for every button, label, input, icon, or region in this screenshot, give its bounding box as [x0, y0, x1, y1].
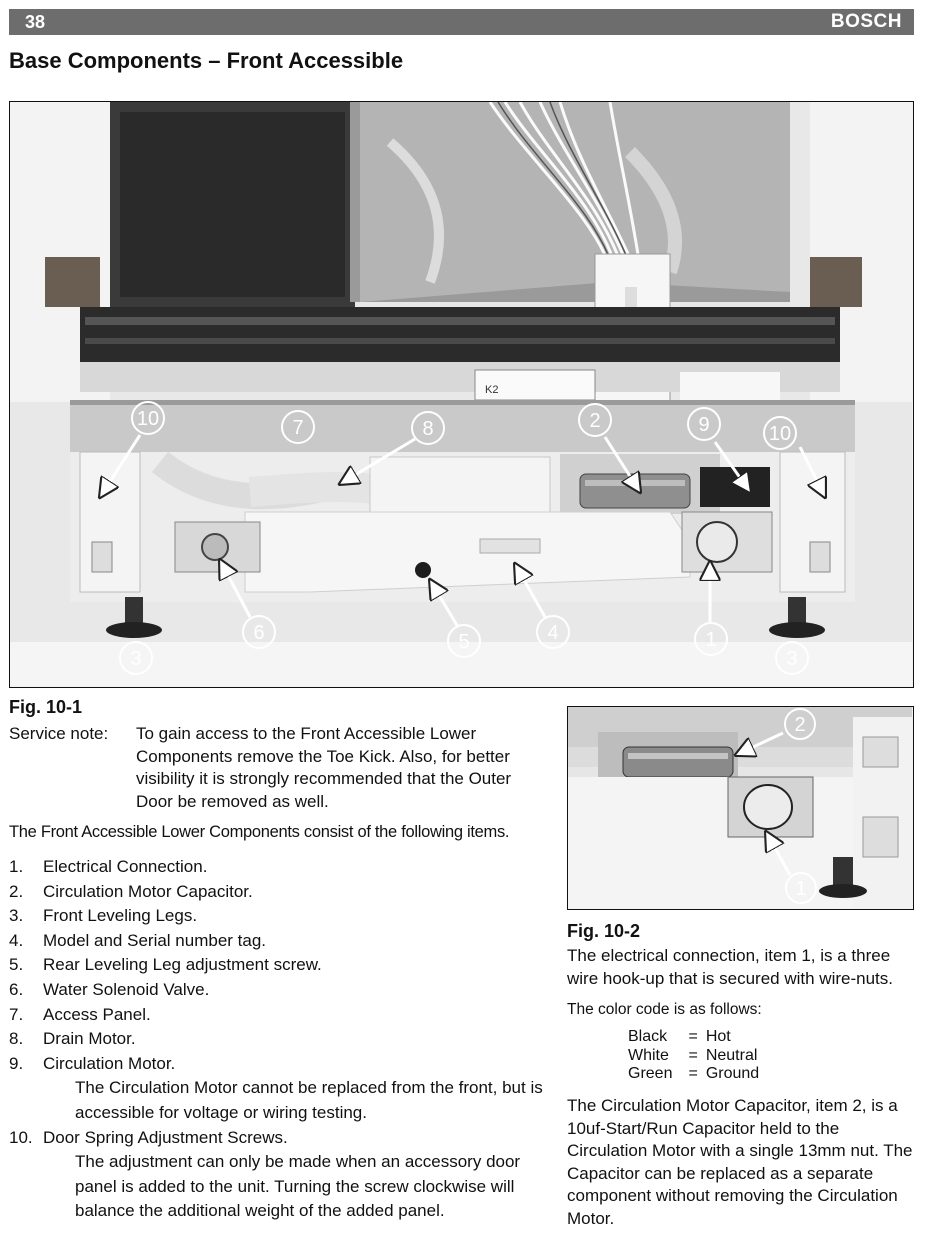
- list-item: 5. Rear Leveling Leg adjustment screw.: [9, 955, 322, 975]
- components-list: [9, 855, 554, 1224]
- callout-7: 7: [292, 417, 304, 439]
- callout-9: 9: [698, 414, 710, 436]
- callout-1: 1: [705, 629, 717, 651]
- list-item-note: The Circulation Motor cannot be replaced from the front, but is accessible for voltage or wiring testing.: [75, 1078, 543, 1122]
- list-item: 3. Front Leveling Legs.: [9, 906, 198, 926]
- callout-10-right: 10: [768, 423, 792, 445]
- electrical-connection-text: The electrical connection, item 1, is a three wire hook-up that is secured with wire-nuts.: [567, 946, 893, 988]
- callout-3-left: 3: [130, 648, 142, 670]
- table-row: Black = Hot: [628, 1028, 731, 1045]
- fig2-callout-1: 1: [795, 878, 807, 900]
- list-item: 1. Electrical Connection.: [9, 857, 208, 876]
- list-item-note: The adjustment can only be made when an accessory door panel is added to the unit. Turning the screw clockwise will balance the additional weight of the added panel.: [75, 1152, 521, 1221]
- figure-10-2-photo: [567, 706, 914, 910]
- list-item: 2. Circulation Motor Capacitor.: [9, 881, 253, 901]
- list-item: 7. Access Panel.: [9, 1004, 151, 1024]
- service-note-text: To gain access to the Front Accessible Lower Components remove the Toe Kick. Also, for better visibility it is strongly recommended that the Outer Door be removed as well.: [136, 724, 512, 811]
- callout-2: 2: [589, 410, 601, 432]
- figure-10-2-label: Fig. 10-2: [567, 921, 641, 941]
- color-code-intro: The color code is as follows:: [567, 1001, 762, 1018]
- components-intro: The Front Accessible Lower Components consist of the following items.: [9, 823, 510, 841]
- page-number: 38: [25, 11, 46, 32]
- callout-4: 4: [547, 622, 559, 644]
- callout-5: 5: [458, 631, 470, 653]
- list-item: 8. Drain Motor.: [9, 1029, 136, 1049]
- service-note-label: Service note:: [9, 724, 109, 743]
- page-header-bar: [9, 9, 914, 35]
- page-title: Base Components – Front Accessible: [9, 48, 404, 73]
- figure-10-1-label: Fig. 10-1: [9, 697, 83, 717]
- list-item: 9. Circulation Motor. The Circulation Motor cannot be replaced from the front, but is accessible for voltage or wiring testing.: [9, 1052, 554, 1126]
- brand-logo-text: BOSCH: [830, 11, 902, 32]
- figure-10-1-photo: [9, 101, 914, 688]
- callout-3-right: 3: [786, 648, 798, 670]
- capacitor-text: The Circulation Motor Capacitor, item 2, is a 10uf-Start/Run Capacitor held to the Circulation Motor with a single 13mm nut. The Capacitor can be replaced as a separate component without removing the Circulation Motor.: [567, 1096, 913, 1228]
- color-code-table: [628, 1028, 759, 1084]
- callout-10-left: 10: [136, 408, 160, 430]
- table-row: Green = Ground: [628, 1065, 760, 1082]
- fig2-callout-2: 2: [794, 714, 806, 736]
- callout-6: 6: [253, 622, 265, 644]
- list-item: 6. Water Solenoid Valve.: [9, 979, 210, 999]
- capacitor-closeup-photo: [568, 707, 912, 908]
- list-item: 10. Door Spring Adjustment Screws. The adjustment can only be made when an accessory door panel is added to the unit. Turning the screw clockwise will balance the additional weight of the added panel.: [9, 1126, 554, 1224]
- dishwasher-base-photo: [10, 102, 912, 686]
- callout-8: 8: [422, 418, 434, 440]
- table-row: White = Neutral: [628, 1046, 758, 1064]
- list-item: 4. Model and Serial number tag.: [9, 930, 267, 950]
- photo-tag-text: K2: [485, 384, 499, 396]
